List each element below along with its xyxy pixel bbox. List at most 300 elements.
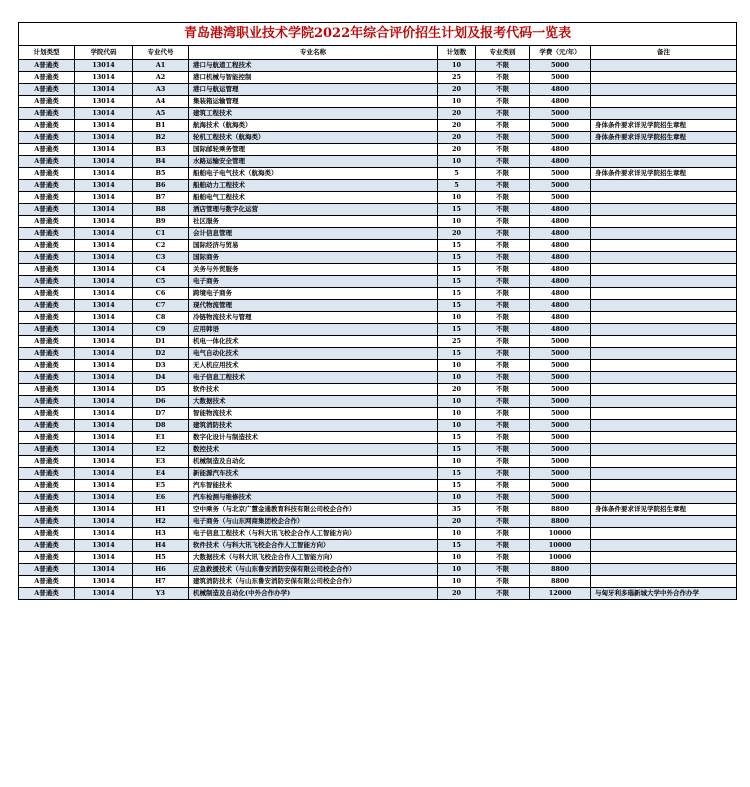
cell-plan-count: 15: [438, 432, 476, 444]
cell-major-name: 软件技术（与科大讯飞校企合作人工智能方向）: [189, 540, 438, 552]
cell-major-name: 关务与外贸服务: [189, 264, 438, 276]
cell-major-name: 应用韩语: [189, 324, 438, 336]
cell-major-category: 不限: [476, 588, 530, 600]
cell-tuition: 4800: [530, 84, 591, 96]
cell-school-code: 13014: [75, 336, 133, 348]
cell-remarks: [591, 360, 737, 372]
col-header-remarks: 备注: [591, 46, 737, 60]
cell-tuition: 8800: [530, 576, 591, 588]
cell-plan-type: A普通类: [19, 336, 75, 348]
cell-major-name: 建筑工程技术: [189, 108, 438, 120]
cell-remarks: [591, 396, 737, 408]
cell-major-name: 汽车智能技术: [189, 480, 438, 492]
cell-plan-count: 5: [438, 168, 476, 180]
table-row: [19, 300, 737, 312]
cell-major-category: 不限: [476, 252, 530, 264]
cell-school-code: 13014: [75, 564, 133, 576]
table-row: [19, 132, 737, 144]
table-row: [19, 60, 737, 72]
cell-major-code: H5: [133, 552, 189, 564]
page-title: 青岛港湾职业技术学院2022年综合评价招生计划及报考代码一览表: [19, 23, 737, 46]
cell-school-code: 13014: [75, 360, 133, 372]
cell-major-name: 机械制造及自动化: [189, 456, 438, 468]
cell-school-code: 13014: [75, 552, 133, 564]
cell-major-category: 不限: [476, 120, 530, 132]
cell-major-code: A1: [133, 60, 189, 72]
cell-major-code: H3: [133, 528, 189, 540]
cell-major-category: 不限: [476, 96, 530, 108]
cell-plan-count: 10: [438, 312, 476, 324]
cell-major-category: 不限: [476, 336, 530, 348]
cell-plan-count: 20: [438, 84, 476, 96]
cell-plan-type: A普通类: [19, 540, 75, 552]
cell-school-code: 13014: [75, 300, 133, 312]
cell-plan-count: 10: [438, 96, 476, 108]
cell-plan-type: A普通类: [19, 528, 75, 540]
cell-major-code: C8: [133, 312, 189, 324]
cell-school-code: 13014: [75, 540, 133, 552]
cell-major-name: 港口与航运管理: [189, 84, 438, 96]
table-row: [19, 588, 737, 600]
cell-school-code: 13014: [75, 372, 133, 384]
admission-plan-sheet: [18, 22, 736, 600]
table-row: [19, 216, 737, 228]
cell-plan-type: A普通类: [19, 384, 75, 396]
cell-school-code: 13014: [75, 492, 133, 504]
cell-tuition: 5000: [530, 108, 591, 120]
cell-major-code: B2: [133, 132, 189, 144]
cell-school-code: 13014: [75, 276, 133, 288]
cell-plan-count: 20: [438, 120, 476, 132]
cell-major-code: H4: [133, 540, 189, 552]
cell-plan-type: A普通类: [19, 504, 75, 516]
cell-school-code: 13014: [75, 420, 133, 432]
table-row: [19, 72, 737, 84]
table-row: [19, 84, 737, 96]
cell-school-code: 13014: [75, 132, 133, 144]
cell-tuition: 4800: [530, 324, 591, 336]
cell-major-code: E6: [133, 492, 189, 504]
cell-school-code: 13014: [75, 240, 133, 252]
cell-remarks: 身体条件要求详见学院招生章程: [591, 120, 737, 132]
cell-major-code: A5: [133, 108, 189, 120]
cell-plan-type: A普通类: [19, 480, 75, 492]
cell-major-name: 冷链物流技术与管理: [189, 312, 438, 324]
cell-major-code: Y3: [133, 588, 189, 600]
cell-major-code: B7: [133, 192, 189, 204]
cell-plan-type: A普通类: [19, 288, 75, 300]
cell-remarks: [591, 84, 737, 96]
cell-remarks: [591, 288, 737, 300]
cell-plan-type: A普通类: [19, 360, 75, 372]
cell-major-category: 不限: [476, 348, 530, 360]
cell-remarks: [591, 72, 737, 84]
cell-major-code: B1: [133, 120, 189, 132]
col-header-plan-count: 计划数: [438, 46, 476, 60]
cell-major-category: 不限: [476, 108, 530, 120]
cell-major-name: 汽车检测与维修技术: [189, 492, 438, 504]
cell-plan-count: 10: [438, 60, 476, 72]
table-row: [19, 228, 737, 240]
cell-tuition: 5000: [530, 408, 591, 420]
cell-major-code: B5: [133, 168, 189, 180]
table-row: [19, 324, 737, 336]
table-row: [19, 480, 737, 492]
cell-major-name: 酒店管理与数字化运营: [189, 204, 438, 216]
cell-plan-type: A普通类: [19, 180, 75, 192]
table-row: [19, 576, 737, 588]
table-row: [19, 348, 737, 360]
cell-major-code: B6: [133, 180, 189, 192]
cell-major-category: 不限: [476, 192, 530, 204]
cell-plan-type: A普通类: [19, 240, 75, 252]
cell-major-name: 国际经济与贸易: [189, 240, 438, 252]
cell-major-category: 不限: [476, 240, 530, 252]
table-row: [19, 312, 737, 324]
cell-plan-type: A普通类: [19, 552, 75, 564]
cell-plan-count: 10: [438, 420, 476, 432]
cell-major-name: 机械制造及自动化(中外合作办学): [189, 588, 438, 600]
cell-tuition: 4800: [530, 252, 591, 264]
cell-tuition: 4800: [530, 264, 591, 276]
cell-tuition: 12000: [530, 588, 591, 600]
cell-school-code: 13014: [75, 192, 133, 204]
cell-school-code: 13014: [75, 576, 133, 588]
cell-major-name: 建筑消防技术（与山东鲁安消防安保有限公司校企合作）: [189, 576, 438, 588]
cell-plan-type: A普通类: [19, 132, 75, 144]
cell-school-code: 13014: [75, 252, 133, 264]
cell-school-code: 13014: [75, 120, 133, 132]
cell-remarks: [591, 60, 737, 72]
cell-school-code: 13014: [75, 396, 133, 408]
table-row: [19, 444, 737, 456]
cell-school-code: 13014: [75, 180, 133, 192]
cell-tuition: 5000: [530, 72, 591, 84]
cell-plan-count: 20: [438, 144, 476, 156]
cell-major-name: 电气自动化技术: [189, 348, 438, 360]
cell-plan-count: 10: [438, 456, 476, 468]
cell-major-category: 不限: [476, 312, 530, 324]
table-row: [19, 120, 737, 132]
cell-plan-type: A普通类: [19, 96, 75, 108]
cell-major-name: 大数据技术（与科大讯飞校企合作人工智能方向）: [189, 552, 438, 564]
cell-school-code: 13014: [75, 384, 133, 396]
cell-plan-type: A普通类: [19, 312, 75, 324]
table-row: [19, 420, 737, 432]
cell-plan-count: 10: [438, 576, 476, 588]
cell-tuition: 4800: [530, 312, 591, 324]
cell-major-name: 跨境电子商务: [189, 288, 438, 300]
cell-tuition: 5000: [530, 336, 591, 348]
cell-major-name: 建筑消防技术: [189, 420, 438, 432]
cell-major-name: 船舶电气工程技术: [189, 192, 438, 204]
cell-plan-type: A普通类: [19, 492, 75, 504]
cell-major-category: 不限: [476, 444, 530, 456]
col-header-school-code: 学院代码: [75, 46, 133, 60]
cell-major-category: 不限: [476, 132, 530, 144]
cell-plan-type: A普通类: [19, 324, 75, 336]
cell-major-code: A2: [133, 72, 189, 84]
cell-school-code: 13014: [75, 312, 133, 324]
cell-plan-type: A普通类: [19, 204, 75, 216]
cell-plan-count: 15: [438, 276, 476, 288]
cell-plan-count: 15: [438, 348, 476, 360]
cell-remarks: 与匈牙利多瑙新城大学中外合作办学: [591, 588, 737, 600]
cell-plan-count: 10: [438, 396, 476, 408]
cell-remarks: [591, 576, 737, 588]
cell-major-code: A3: [133, 84, 189, 96]
cell-major-category: 不限: [476, 360, 530, 372]
cell-major-name: 数控技术: [189, 444, 438, 456]
cell-tuition: 4800: [530, 216, 591, 228]
cell-major-category: 不限: [476, 396, 530, 408]
cell-remarks: [591, 240, 737, 252]
cell-plan-count: 15: [438, 204, 476, 216]
cell-major-category: 不限: [476, 324, 530, 336]
cell-major-code: D8: [133, 420, 189, 432]
cell-tuition: 4800: [530, 300, 591, 312]
cell-plan-count: 15: [438, 324, 476, 336]
cell-plan-type: A普通类: [19, 120, 75, 132]
cell-major-name: 无人机应用技术: [189, 360, 438, 372]
header-row: [19, 46, 737, 60]
cell-major-category: 不限: [476, 168, 530, 180]
cell-tuition: 8800: [530, 564, 591, 576]
cell-major-category: 不限: [476, 540, 530, 552]
cell-plan-type: A普通类: [19, 252, 75, 264]
cell-school-code: 13014: [75, 84, 133, 96]
cell-major-category: 不限: [476, 264, 530, 276]
cell-major-code: A4: [133, 96, 189, 108]
cell-school-code: 13014: [75, 348, 133, 360]
cell-major-name: 船舶动力工程技术: [189, 180, 438, 192]
cell-tuition: 5000: [530, 168, 591, 180]
cell-major-category: 不限: [476, 216, 530, 228]
cell-plan-type: A普通类: [19, 576, 75, 588]
cell-school-code: 13014: [75, 432, 133, 444]
cell-plan-type: A普通类: [19, 348, 75, 360]
table-row: [19, 384, 737, 396]
cell-major-code: H6: [133, 564, 189, 576]
cell-plan-type: A普通类: [19, 84, 75, 96]
cell-plan-count: 10: [438, 372, 476, 384]
cell-plan-type: A普通类: [19, 228, 75, 240]
cell-major-category: 不限: [476, 564, 530, 576]
cell-plan-count: 15: [438, 540, 476, 552]
cell-plan-count: 15: [438, 480, 476, 492]
cell-major-category: 不限: [476, 408, 530, 420]
cell-major-code: B8: [133, 204, 189, 216]
cell-school-code: 13014: [75, 264, 133, 276]
cell-major-category: 不限: [476, 468, 530, 480]
cell-remarks: [591, 216, 737, 228]
cell-tuition: 5000: [530, 180, 591, 192]
cell-plan-type: A普通类: [19, 72, 75, 84]
table-row: [19, 180, 737, 192]
cell-major-code: D3: [133, 360, 189, 372]
cell-school-code: 13014: [75, 588, 133, 600]
cell-tuition: 5000: [530, 432, 591, 444]
cell-major-category: 不限: [476, 432, 530, 444]
cell-remarks: [591, 564, 737, 576]
cell-plan-type: A普通类: [19, 468, 75, 480]
cell-major-name: 电子商务: [189, 276, 438, 288]
cell-tuition: 10000: [530, 528, 591, 540]
cell-school-code: 13014: [75, 144, 133, 156]
cell-major-code: C1: [133, 228, 189, 240]
cell-major-code: D7: [133, 408, 189, 420]
cell-plan-count: 10: [438, 360, 476, 372]
admission-plan-table: [18, 22, 737, 600]
cell-plan-type: A普通类: [19, 276, 75, 288]
col-header-major-category: 专业类别: [476, 46, 530, 60]
cell-remarks: [591, 264, 737, 276]
cell-major-code: D5: [133, 384, 189, 396]
cell-school-code: 13014: [75, 168, 133, 180]
table-row: [19, 288, 737, 300]
cell-plan-count: 10: [438, 192, 476, 204]
cell-major-code: D2: [133, 348, 189, 360]
table-row: [19, 240, 737, 252]
cell-plan-count: 10: [438, 564, 476, 576]
cell-remarks: [591, 528, 737, 540]
cell-major-code: C3: [133, 252, 189, 264]
cell-major-code: C6: [133, 288, 189, 300]
cell-plan-type: A普通类: [19, 144, 75, 156]
cell-major-name: 电子信息工程技术: [189, 372, 438, 384]
cell-school-code: 13014: [75, 408, 133, 420]
cell-remarks: [591, 204, 737, 216]
cell-school-code: 13014: [75, 72, 133, 84]
cell-major-code: H7: [133, 576, 189, 588]
cell-major-name: 水路运输安全管理: [189, 156, 438, 168]
cell-remarks: [591, 516, 737, 528]
cell-major-category: 不限: [476, 552, 530, 564]
table-row: [19, 108, 737, 120]
cell-plan-type: A普通类: [19, 264, 75, 276]
cell-plan-count: 20: [438, 108, 476, 120]
cell-plan-count: 15: [438, 300, 476, 312]
cell-tuition: 5000: [530, 192, 591, 204]
cell-plan-count: 20: [438, 384, 476, 396]
cell-major-category: 不限: [476, 60, 530, 72]
cell-plan-count: 15: [438, 252, 476, 264]
cell-major-code: D4: [133, 372, 189, 384]
cell-remarks: [591, 252, 737, 264]
cell-plan-count: 10: [438, 408, 476, 420]
cell-plan-count: 25: [438, 72, 476, 84]
table-row: [19, 360, 737, 372]
cell-plan-count: 20: [438, 228, 476, 240]
col-header-plan-type: 计划类型: [19, 46, 75, 60]
cell-tuition: 5000: [530, 348, 591, 360]
cell-plan-count: 35: [438, 504, 476, 516]
cell-major-code: C9: [133, 324, 189, 336]
table-row: [19, 528, 737, 540]
cell-plan-count: 15: [438, 240, 476, 252]
cell-major-name: 数字化设计与制造技术: [189, 432, 438, 444]
cell-major-name: 应急救援技术（与山东鲁安消防安保有限公司校企合作）: [189, 564, 438, 576]
cell-major-category: 不限: [476, 156, 530, 168]
cell-major-code: E2: [133, 444, 189, 456]
cell-plan-type: A普通类: [19, 192, 75, 204]
cell-major-category: 不限: [476, 84, 530, 96]
cell-remarks: [591, 276, 737, 288]
cell-school-code: 13014: [75, 504, 133, 516]
cell-major-category: 不限: [476, 504, 530, 516]
cell-tuition: 5000: [530, 468, 591, 480]
table-row: [19, 456, 737, 468]
table-row: [19, 516, 737, 528]
table-row: [19, 540, 737, 552]
cell-major-name: 现代物流管理: [189, 300, 438, 312]
cell-tuition: 5000: [530, 396, 591, 408]
table-row: [19, 276, 737, 288]
cell-major-code: D1: [133, 336, 189, 348]
cell-tuition: 10000: [530, 540, 591, 552]
cell-major-name: 会计信息管理: [189, 228, 438, 240]
table-row: [19, 156, 737, 168]
cell-major-code: B4: [133, 156, 189, 168]
cell-major-name: 集装箱运输管理: [189, 96, 438, 108]
cell-remarks: [591, 228, 737, 240]
cell-tuition: 5000: [530, 120, 591, 132]
cell-remarks: [591, 540, 737, 552]
cell-plan-type: A普通类: [19, 168, 75, 180]
table-row: [19, 168, 737, 180]
cell-remarks: [591, 348, 737, 360]
cell-major-category: 不限: [476, 492, 530, 504]
cell-tuition: 5000: [530, 360, 591, 372]
cell-plan-type: A普通类: [19, 156, 75, 168]
cell-major-category: 不限: [476, 204, 530, 216]
cell-tuition: 4800: [530, 204, 591, 216]
cell-tuition: 5000: [530, 456, 591, 468]
cell-school-code: 13014: [75, 96, 133, 108]
cell-plan-type: A普通类: [19, 372, 75, 384]
cell-major-category: 不限: [476, 576, 530, 588]
cell-school-code: 13014: [75, 60, 133, 72]
cell-major-name: 轮机工程技术（航海类）: [189, 132, 438, 144]
cell-plan-type: A普通类: [19, 60, 75, 72]
cell-remarks: [591, 552, 737, 564]
table-row: [19, 564, 737, 576]
cell-major-name: 电子商务（与山东网商集团校企合作）: [189, 516, 438, 528]
cell-plan-count: 15: [438, 264, 476, 276]
cell-major-name: 船舶电子电气技术（航海类）: [189, 168, 438, 180]
cell-plan-type: A普通类: [19, 588, 75, 600]
cell-remarks: [591, 492, 737, 504]
cell-major-category: 不限: [476, 516, 530, 528]
cell-tuition: 4800: [530, 240, 591, 252]
cell-major-category: 不限: [476, 480, 530, 492]
table-row: [19, 96, 737, 108]
cell-remarks: [591, 144, 737, 156]
table-row: [19, 492, 737, 504]
cell-major-category: 不限: [476, 228, 530, 240]
cell-plan-count: 20: [438, 588, 476, 600]
col-header-tuition: 学费（元/年）: [530, 46, 591, 60]
cell-school-code: 13014: [75, 456, 133, 468]
cell-major-category: 不限: [476, 276, 530, 288]
cell-major-name: 社区服务: [189, 216, 438, 228]
cell-tuition: 5000: [530, 60, 591, 72]
cell-plan-count: 25: [438, 336, 476, 348]
cell-remarks: [591, 300, 737, 312]
cell-major-category: 不限: [476, 528, 530, 540]
cell-major-code: C7: [133, 300, 189, 312]
table-row: [19, 204, 737, 216]
